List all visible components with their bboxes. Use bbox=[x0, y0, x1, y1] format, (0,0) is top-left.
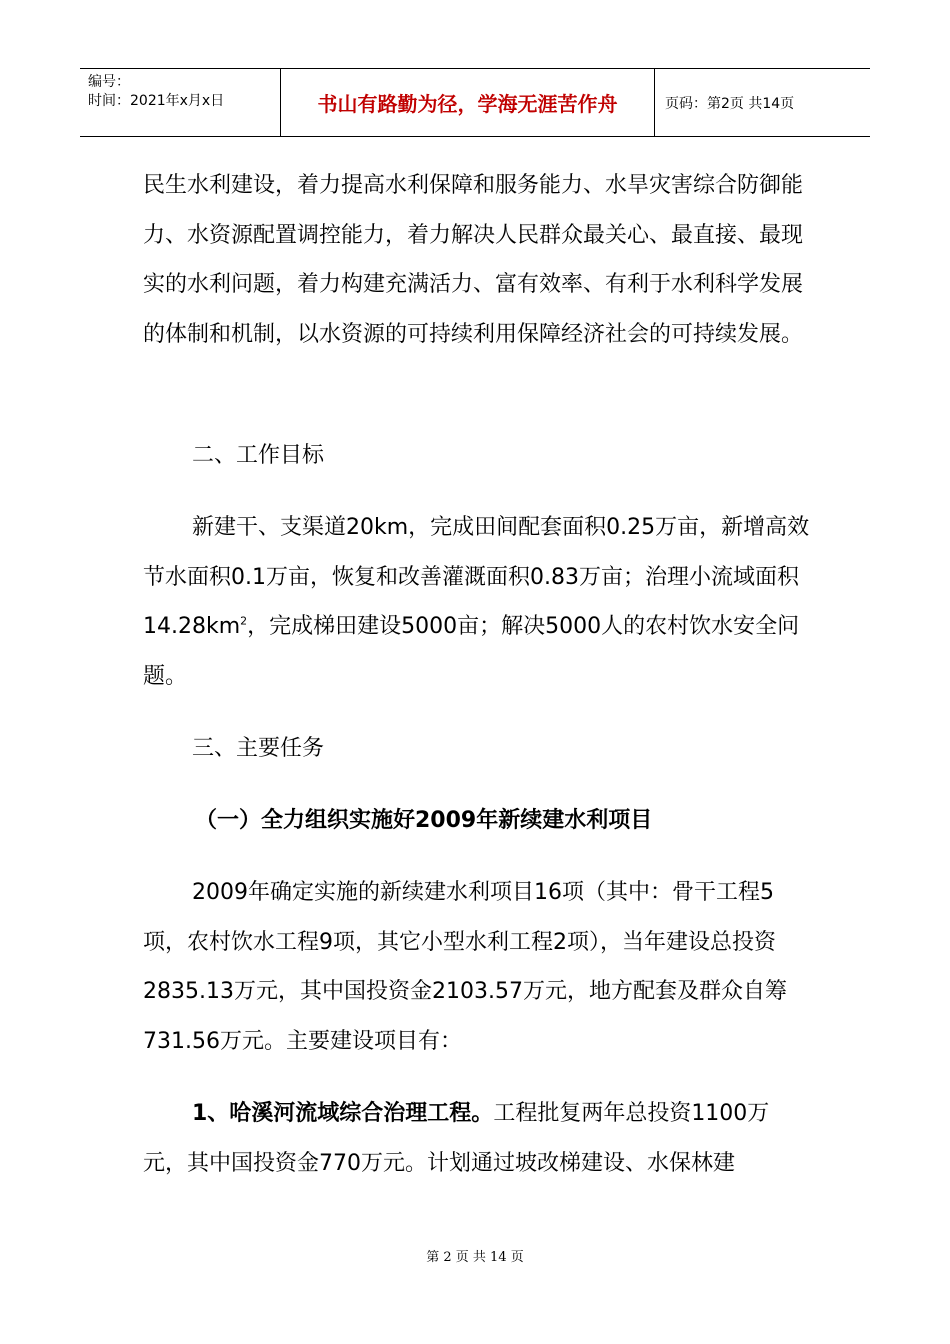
item-1 bbox=[143, 1089, 813, 1188]
page-footer: 第 2 页 共 14 页 bbox=[426, 1250, 524, 1265]
subheading-1: （一）全力组织实施好2009年新续建水利项目 bbox=[195, 808, 653, 833]
header-motto: 书山有路勤为径，学海无涯苦作舟 bbox=[281, 69, 655, 136]
time-label: 时间：2021年x月x日 bbox=[88, 93, 225, 109]
item-1-title: 1、哈溪河流域综合治理工程。 bbox=[192, 1101, 494, 1126]
heading-main-tasks: 三、主要任务 bbox=[192, 736, 325, 761]
paragraph-3: 2009年确定实施的新续建水利项目16项（其中：骨干工程5项，农村饮水工程9项，其它小型水利工程2项），当年建设总投资2835.13万元，其中国投资金2103.57万元，地方配套及群众自筹731.56万元。主要建设项目有： bbox=[143, 880, 787, 1054]
paragraph-1: 民生水利建设，着力提高水利保障和服务能力、水旱灾害综合防御能力、水资源配置调控能力，着力解决人民群众最关心、最直接、最现实的水利问题，着力构建充满活力、富有效率、有利于水利科学发展的体制和机制，以水资源的可持续利用保障经济社会的可持续发展。 bbox=[143, 173, 804, 347]
header-meta bbox=[80, 69, 281, 136]
page-header bbox=[80, 68, 870, 137]
header-page-info: 页码：第2页 共14页 bbox=[665, 95, 795, 112]
paragraph-2 bbox=[143, 503, 813, 701]
paragraph-2-part-b: ，完成梯田建设5000亩；解决5000人的农村饮水安全问题。 bbox=[143, 614, 800, 689]
heading-work-goals: 二、工作目标 bbox=[192, 443, 325, 468]
paragraph-2-part-a: 新建干、支渠道20km，完成田间配套面积0.25万亩，新增高效节水面积0.1万亩，恢复和改善灌溉面积0.83万亩；治理小流域面积14.28km bbox=[143, 515, 810, 639]
superscript: 2 bbox=[240, 614, 248, 628]
number-label: 编号： bbox=[88, 74, 130, 90]
item-1-text: 工程批复两年总投资1100万元，其中国投资金770万元。计划通过坡改梯建设、水保林建 bbox=[143, 1101, 770, 1176]
